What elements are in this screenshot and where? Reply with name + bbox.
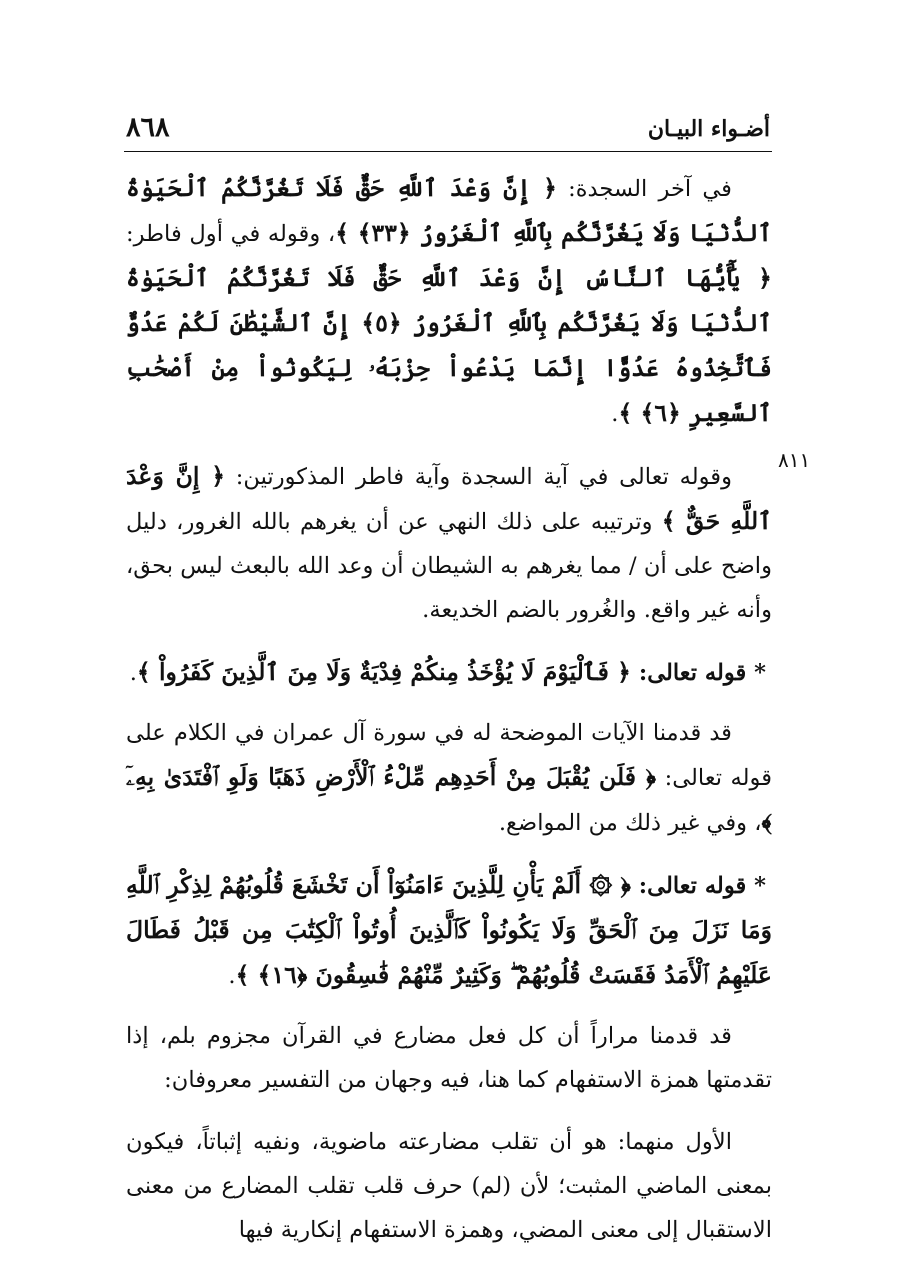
paragraph <box>126 1120 772 1252</box>
quran-verse: ﴿ فَلَن يُقْبَلَ مِنْ أَحَدِهِم مِّلْءُ ٱلْأَرْضِ ذَهَبًا وَلَوِ ٱفْتَدَىٰ بِهِۦٓ ﴾ <box>126 763 772 836</box>
quran-verse: ﴿ يَٰٓأَيُّهَا ٱلنَّاسُ إِنَّ وَعْدَ ٱللَّهِ حَقٌّ فَلَا تَغُرَّنَّكُمُ ٱلْحَيَوٰةُ ٱلدُّنْيَا وَلَا يَغُرَّنَّكُم بِٱللَّهِ ٱلْغَرُورُ ﴿٥﴾ إِنَّ ٱلشَّيْطَٰنَ لَكُمْ عَدُوٌّ فَٱتَّخِذُوهُ عَدُوًّا إِنَّمَا يَدْعُواْ حِزْبَهُۥ لِيَكُونُواْ مِنْ أَصْحَٰبِ ٱلسَّعِيرِ ﴿٦﴾ ﴾ <box>126 264 772 427</box>
margin-page-reference: ٨١١ <box>778 448 811 472</box>
body-text: . <box>611 401 619 427</box>
page-header <box>126 112 770 148</box>
page-body <box>126 166 772 1270</box>
paragraph <box>126 711 772 845</box>
body-text: في آخر السجدة: <box>556 176 732 202</box>
quran-verse: ﴿ إِنَّ وَعْدَ ٱللَّهِ حَقٌّ فَلَا تَغُرَّنَّكُمُ ٱلْحَيَوٰةُ ٱلدُّنْيَا وَلَا يَغُرَّنَّكُم بِٱللَّهِ ٱلْغَرُورُ ﴿٣٣﴾ ﴾ <box>126 174 773 247</box>
body-text: قد قدمنا الآيات الموضحة له في سورة آل عمران في الكلام على قوله تعالى: <box>126 720 772 791</box>
paragraph <box>126 166 772 436</box>
heading-label: * قوله تعالى: <box>630 873 766 899</box>
body-text: ، وفي غير ذلك من المواضع. <box>498 810 762 836</box>
paragraph <box>126 1014 772 1102</box>
quran-verse: ﴿ فَٱلْيَوْمَ لَا يُؤْخَذُ مِنكُمْ فِدْيَةٌ وَلَا مِنَ ٱلَّذِينَ كَفَرُواْ ﴾ <box>136 658 631 686</box>
page-number: ٨٦٨ <box>126 112 170 143</box>
body-text: . <box>129 660 137 686</box>
heading-label: * قوله تعالى: <box>630 660 766 686</box>
body-text: ، وقوله في أول فاطر: <box>126 221 336 247</box>
header-rule <box>124 151 772 152</box>
body-text: الأول منهما: هو أن تقلب مضارعته ماضوية، ونفيه إثباتاً، فيكون بمعنى الماضي المثبت؛ لأن (لم) حرف قلب تقلب المضارع من معنى الاستقبال إلى معنى المضي، وهمزة الاستفهام إنكارية فيها <box>126 1129 772 1243</box>
verse-heading <box>126 650 772 695</box>
verse-heading <box>126 863 772 998</box>
body-text: وترتيبه على ذلك النهي عن أن يغرهم بالله الغرور، دليل واضح على أن / مما يغرهم به الشيطان أن وعد الله بالبعث ليس بحق، وأنه غير واقع. والغُرور بالضم الخديعة. <box>126 509 772 623</box>
quran-verse: ﴿ إِنَّ وَعْدَ ٱللَّهِ حَقٌّ ﴾ <box>126 462 772 535</box>
body-text: . <box>228 963 236 989</box>
paragraph <box>126 454 772 632</box>
book-title: أضـواء البيـان <box>647 116 770 142</box>
quran-verse: ﴿ ۞ أَلَمْ يَأْنِ لِلَّذِينَ ءَامَنُوٓاْ أَن تَخْشَعَ قُلُوبُهُمْ لِذِكْرِ ٱللَّهِ وَمَا نَزَلَ مِنَ ٱلْحَقِّ وَلَا يَكُونُواْ كَٱلَّذِينَ أُوتُواْ ٱلْكِتَٰبَ مِن قَبْلُ فَطَالَ عَلَيْهِمُ ٱلْأَمَدُ فَقَسَتْ قُلُوبُهُمْ ۖ وَكَثِيرٌ مِّنْهُمْ فَٰسِقُونَ ﴿١٦﴾ ﴾ <box>126 871 772 989</box>
body-text: قد قدمنا مراراً أن كل فعل مضارع في القرآن مجزوم بلم، إذا تقدمتها همزة الاستفهام كما هنا، فيه وجهان من التفسير معروفان: <box>126 1023 772 1093</box>
body-text: وقوله تعالى في آية السجدة وآية فاطر المذكورتين: <box>225 464 732 490</box>
